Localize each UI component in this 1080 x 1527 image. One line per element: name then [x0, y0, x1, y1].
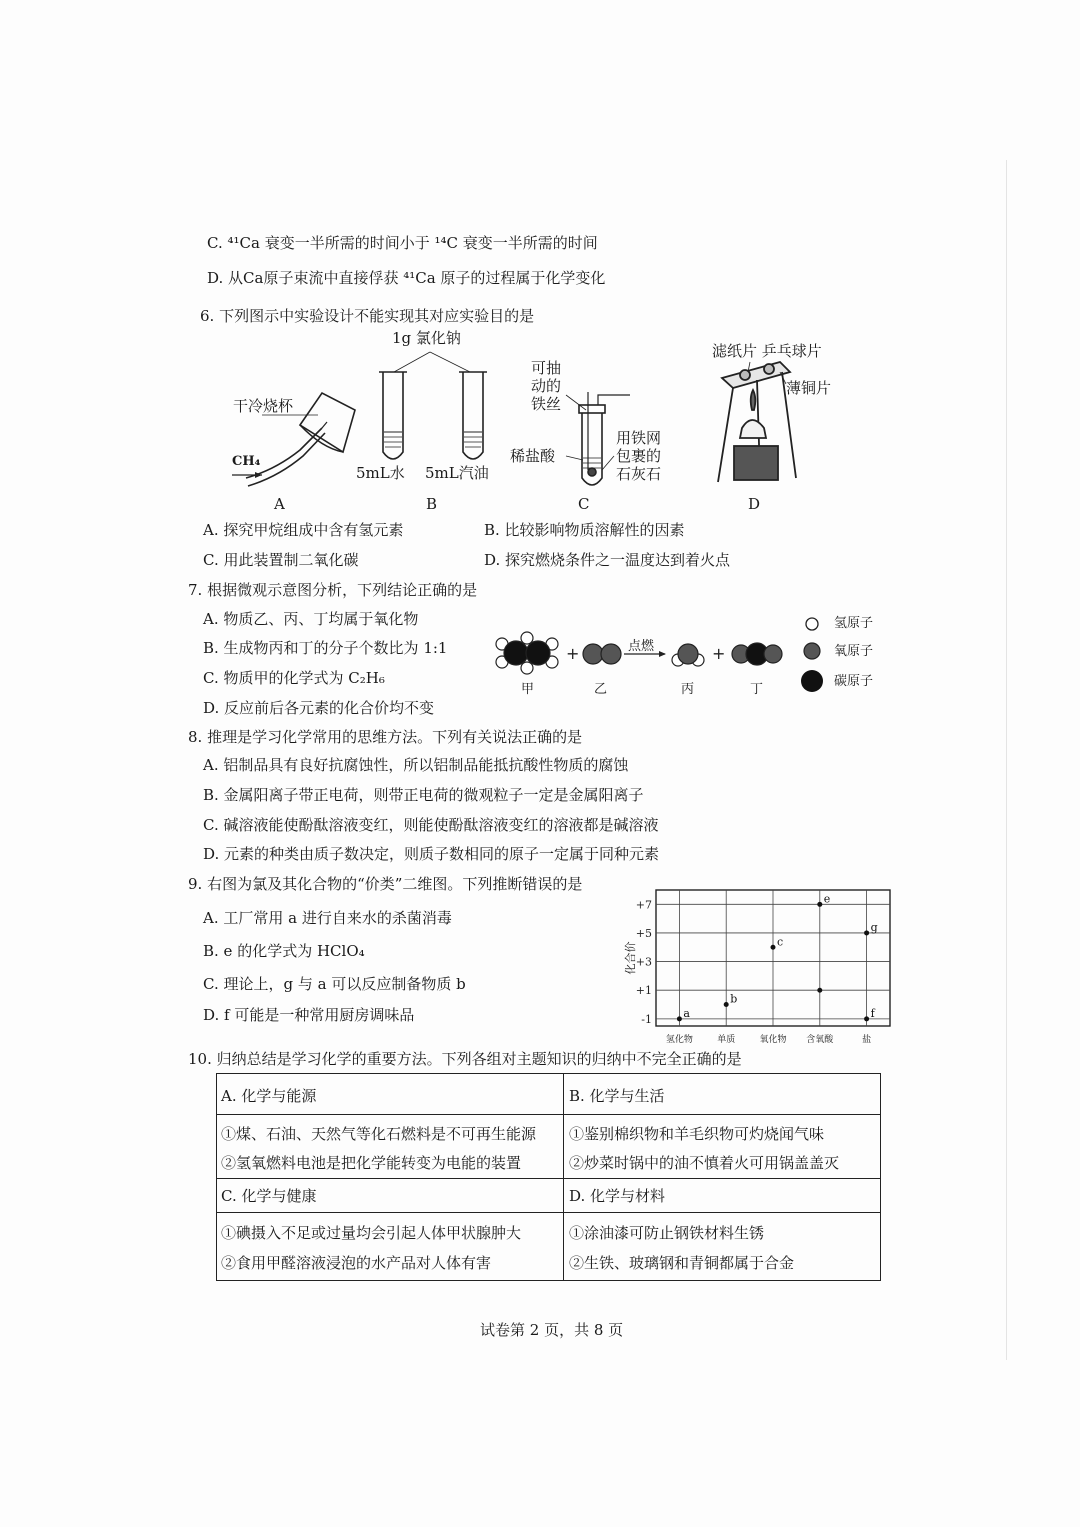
q9-option-a: A. 工厂常用 a 进行自来水的杀菌消毒	[203, 909, 452, 927]
cell-d-2: ②生铁、玻璃钢和青铜都属于合金	[569, 1254, 795, 1272]
cell-d-head: D. 化学与材料	[569, 1187, 666, 1205]
chart-points	[677, 892, 878, 1021]
label-wire-2: 动的	[531, 377, 562, 395]
q8-option-d: D. 元素的种类由质子数决定，则质子数相同的原子一定属于同种元素	[203, 845, 660, 863]
q8-option-b: B. 金属阳离子带正电荷，则带正电荷的微观粒子一定是金属阳离子	[203, 786, 644, 804]
label-ch4: CH₄	[232, 454, 261, 469]
cell-c-head: C. 化学与健康	[221, 1187, 317, 1205]
q6-option-d: D. 探究燃烧条件之一温度达到着火点	[484, 551, 731, 569]
chart-point	[724, 1002, 729, 1007]
q7-option-b: B. 生成物丙和丁的分子个数比为 1:1	[203, 639, 448, 657]
q5-option-d: D. 从Ca原子束流中直接俘获 ⁴¹Ca 原子的过程属于化学变化	[207, 269, 606, 287]
chart-x-category-label: 氢化物	[665, 1035, 693, 1045]
cell-c-2: ②食用甲醛溶液浸泡的水产品对人体有害	[221, 1254, 492, 1272]
reaction-condition: 点燃	[628, 639, 655, 654]
q7-option-d: D. 反应前后各元素的化合价均不变	[203, 699, 435, 717]
page-footer: 试卷第 2 页，共 8 页	[480, 1321, 624, 1339]
chart-y-tick-label: +7	[635, 898, 652, 912]
chart-y-axis-label: 化合价	[624, 941, 637, 975]
figure-letter-b: B	[426, 495, 438, 513]
label-limestone-3: 石灰石	[616, 465, 662, 483]
label-wire-1: 可抽	[531, 359, 562, 377]
chart-point	[864, 930, 869, 935]
label-water: 5mL水	[356, 464, 405, 482]
label-dry-beaker: 干冷烧杯	[233, 397, 294, 415]
figure-letter-c: C	[578, 495, 590, 513]
chart-point-label: c	[777, 935, 784, 949]
chart-x-categories	[666, 1033, 871, 1045]
chart-y-ticks	[636, 898, 652, 1026]
q5-option-c: C. ⁴¹Ca 衰变一半所需的时间小于 ¹⁴C 衰变一半所需的时间	[207, 234, 598, 252]
chart-point	[677, 1016, 682, 1021]
q6-option-b: B. 比较影响物质溶解性的因素	[484, 521, 685, 539]
q6-option-a: A. 探究甲烷组成中含有氢元素	[203, 521, 404, 539]
chart-point	[864, 1016, 869, 1021]
q9-option-b: B. e 的化学式为 HClO₄	[203, 942, 365, 960]
label-limestone-2: 包裹的	[616, 447, 662, 465]
figure-letter-d: D	[748, 495, 761, 513]
q6-option-c: C. 用此装置制二氧化碳	[203, 551, 359, 569]
plus-2: +	[712, 644, 726, 663]
table-divider-2	[217, 1178, 880, 1179]
q6-stem: 6. 下列图示中实验设计不能实现其对应实验目的是	[200, 307, 535, 325]
q7-stem: 7. 根据微观示意图分析，下列结论正确的是	[188, 581, 478, 599]
cell-a-1: ①煤、石油、天然气等化石燃料是不可再生能源	[221, 1125, 537, 1143]
label-jia: 甲	[521, 682, 535, 697]
label-copper: 薄铜片	[786, 379, 832, 397]
q8-stem: 8. 推理是学习化学常用的思维方法。下列有关说法正确的是	[188, 728, 583, 746]
chart-grid	[656, 890, 890, 1026]
q10-summary-table	[216, 1073, 881, 1281]
chart-y-tick-label: +1	[635, 984, 652, 998]
chart-point-label: g	[870, 920, 878, 934]
q8-option-c: C. 碱溶液能使酚酞溶液变红，则能使酚酞溶液变红的溶液都是碱溶液	[203, 816, 659, 834]
cell-b-2: ②炒菜时锅中的油不慎着火可用锅盖盖灭	[569, 1154, 840, 1172]
label-bing: 丙	[681, 682, 695, 697]
label-limestone-1: 用铁网	[616, 429, 662, 447]
chart-point-label: e	[823, 892, 831, 906]
q8-option-a: A. 铝制品具有良好抗腐蚀性，所以铝制品能抵抗酸性物质的腐蚀	[203, 756, 629, 774]
label-wire-3: 铁丝	[531, 395, 562, 413]
chart-point	[771, 945, 776, 950]
chart-point-label: a	[683, 1006, 690, 1020]
chart-point-label: f	[870, 1006, 875, 1020]
chart-point	[817, 902, 822, 907]
q9-option-d: D. f 可能是一种常用厨房调味品	[203, 1006, 415, 1024]
plus-1: +	[566, 644, 580, 663]
q7-option-a: A. 物质乙、丙、丁均属于氧化物	[203, 610, 419, 628]
table-divider-3	[217, 1212, 880, 1213]
table-divider-vertical	[563, 1074, 564, 1280]
cell-a-2: ②氢氧燃料电池是把化学能转变为电能的装置	[221, 1154, 522, 1172]
cell-b-1: ①鉴别棉织物和羊毛织物可灼烧闻气味	[569, 1125, 825, 1143]
chart-point	[817, 988, 822, 993]
q7-option-c: C. 物质甲的化学式为 C₂H₆	[203, 669, 385, 687]
cell-c-1: ①碘摄入不足或过量均会引起人体甲状腺肿大	[221, 1224, 522, 1242]
chart-x-category-label: 含氧酸	[806, 1035, 834, 1045]
legend-carbon: 碳原子	[834, 674, 874, 689]
label-acid: 稀盐酸	[510, 447, 556, 465]
label-yi: 乙	[594, 682, 608, 697]
label-ding: 丁	[750, 682, 764, 697]
label-paper-pingpong: 滤纸片 乒乓球片	[712, 342, 822, 360]
chart-x-category-label: 盐	[862, 1035, 872, 1045]
chart-x-category-label: 单质	[717, 1035, 736, 1045]
q10-stem: 10. 归纳总结是学习化学的重要方法。下列各组对主题知识的归纳中不完全正确的是	[188, 1050, 742, 1068]
chart-x-category-label: 氧化物	[759, 1035, 787, 1045]
legend-oxygen: 氧原子	[834, 644, 874, 659]
cell-d-1: ①涂油漆可防止钢铁材料生锈	[569, 1224, 765, 1242]
chart-y-tick-label: +3	[635, 955, 652, 969]
cell-a-head: A. 化学与能源	[221, 1087, 317, 1105]
chart-y-tick-label: -1	[641, 1012, 652, 1026]
chart-point-label: b	[730, 992, 738, 1006]
label-gasoline: 5mL汽油	[425, 464, 489, 482]
figure-letter-a: A	[274, 495, 285, 513]
chart-y-tick-label: +5	[635, 926, 652, 940]
cell-b-head: B. 化学与生活	[569, 1087, 665, 1105]
q9-option-c: C. 理论上，g 与 a 可以反应制备物质 b	[203, 975, 466, 993]
q9-stem: 9. 右图为氯及其化合物的“价类”二维图。下列推断错误的是	[188, 875, 583, 893]
label-salt: 1g 氯化钠	[392, 329, 461, 347]
legend-hydrogen: 氢原子	[834, 616, 874, 631]
table-divider-1	[217, 1114, 880, 1115]
